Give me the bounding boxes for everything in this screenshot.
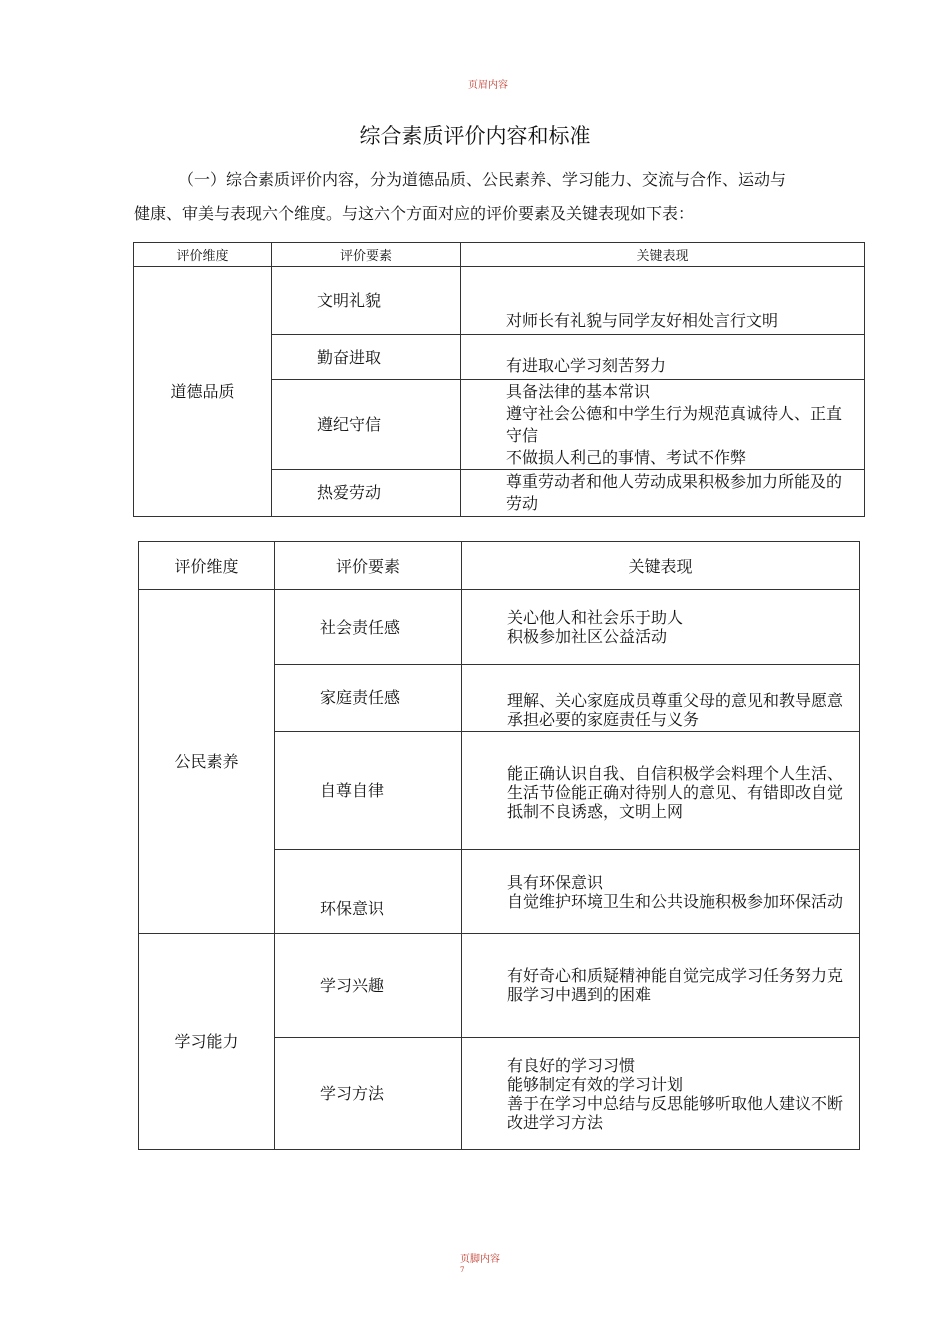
performance-line: 自觉维护环境卫生和公共设施积极参加环保活动	[507, 891, 844, 911]
performance-cell	[462, 934, 860, 1038]
intro-line-2: 健康、审美与表现六个维度。与这六个方面对应的评价要素及关键表现如下表：	[134, 204, 695, 223]
element-cell: 学习兴趣	[275, 934, 462, 1038]
header-element: 评价要素	[275, 542, 462, 590]
evaluation-table-moral	[133, 242, 865, 517]
table-row	[139, 590, 860, 665]
performance-line: 善于在学习中总结与反思能够听取他人建议不断改进学习方法	[507, 1093, 844, 1132]
element-cell: 勤奋进取	[272, 335, 461, 380]
performance-cell	[461, 267, 865, 335]
performance-line: 关心他人和社会乐于助人	[507, 608, 684, 627]
dimension-cell: 学习能力	[139, 934, 275, 1150]
page-footer	[460, 1254, 500, 1274]
performance-line: 积极参加社区公益活动	[507, 627, 668, 646]
header-performance: 关键表现	[462, 542, 860, 590]
performance-line: 有进取心学习刻苦努力	[506, 356, 667, 375]
page-title: 综合素质评价内容和标准	[359, 124, 591, 148]
performance-cell	[462, 590, 860, 665]
evaluation-table-civic-learning	[138, 541, 860, 1150]
table-row	[134, 267, 865, 335]
element-cell: 自尊自律	[275, 732, 462, 850]
performance-cell	[461, 470, 865, 517]
table-header-row	[139, 542, 860, 590]
performance-cell	[461, 335, 865, 380]
performance-cell	[462, 665, 860, 732]
element-cell: 热爱劳动	[272, 470, 461, 517]
performance-line: 具备法律的基本常识	[506, 381, 651, 401]
header-element: 评价要素	[272, 243, 461, 267]
footer-text: 页脚内容	[460, 1254, 500, 1265]
element-cell: 遵纪守信	[272, 380, 461, 470]
performance-line: 能正确认识自我、自信积极学会料理个人生活、生活节俭能正确对待别人的意见、有错即改自觉抵制不良诱惑，文明上网	[507, 764, 844, 821]
element-cell: 环保意识	[275, 850, 462, 934]
performance-line: 尊重劳动者和他人劳动成果积极参加力所能及的劳动	[506, 472, 843, 513]
performance-cell	[462, 1038, 860, 1150]
element-cell: 家庭责任感	[275, 665, 462, 732]
performance-line: 具有环保意识	[507, 872, 604, 892]
table-header-row	[134, 243, 865, 267]
performance-line: 对师长有礼貌与同学友好相处言行文明	[506, 311, 779, 330]
header-dimension: 评价维度	[134, 243, 272, 267]
element-cell: 社会责任感	[275, 590, 462, 665]
performance-line: 能够制定有效的学习计划	[507, 1074, 684, 1094]
dimension-cell: 道德品质	[134, 267, 272, 517]
performance-line: 遵守社会公德和中学生行为规范真诚待人、正直守信	[506, 403, 843, 445]
performance-line: 理解、关心家庭成员尊重父母的意见和教导愿意承担必要的家庭责任与义务	[507, 691, 844, 729]
header-performance: 关键表现	[461, 243, 865, 267]
page-number: 7	[460, 1266, 465, 1274]
performance-line: 有良好的学习习惯	[507, 1055, 636, 1075]
intro-paragraph	[134, 163, 834, 231]
performance-line: 有好奇心和质疑精神能自觉完成学习任务努力克服学习中遇到的困难	[507, 966, 844, 1004]
performance-cell	[461, 380, 865, 470]
performance-cell	[462, 850, 860, 934]
dimension-cell: 公民素养	[139, 590, 275, 934]
element-cell: 文明礼貌	[272, 267, 461, 335]
page-header: 页眉内容	[468, 80, 508, 91]
element-cell: 学习方法	[275, 1038, 462, 1150]
table-row	[139, 934, 860, 1038]
performance-cell	[462, 732, 860, 850]
intro-line-1: （一）综合素质评价内容，分为道德品质、公民素养、学习能力、交流与合作、运动与	[178, 170, 787, 189]
header-dimension: 评价维度	[139, 542, 275, 590]
performance-line: 不做损人利己的事情、考试不作弊	[506, 447, 747, 467]
